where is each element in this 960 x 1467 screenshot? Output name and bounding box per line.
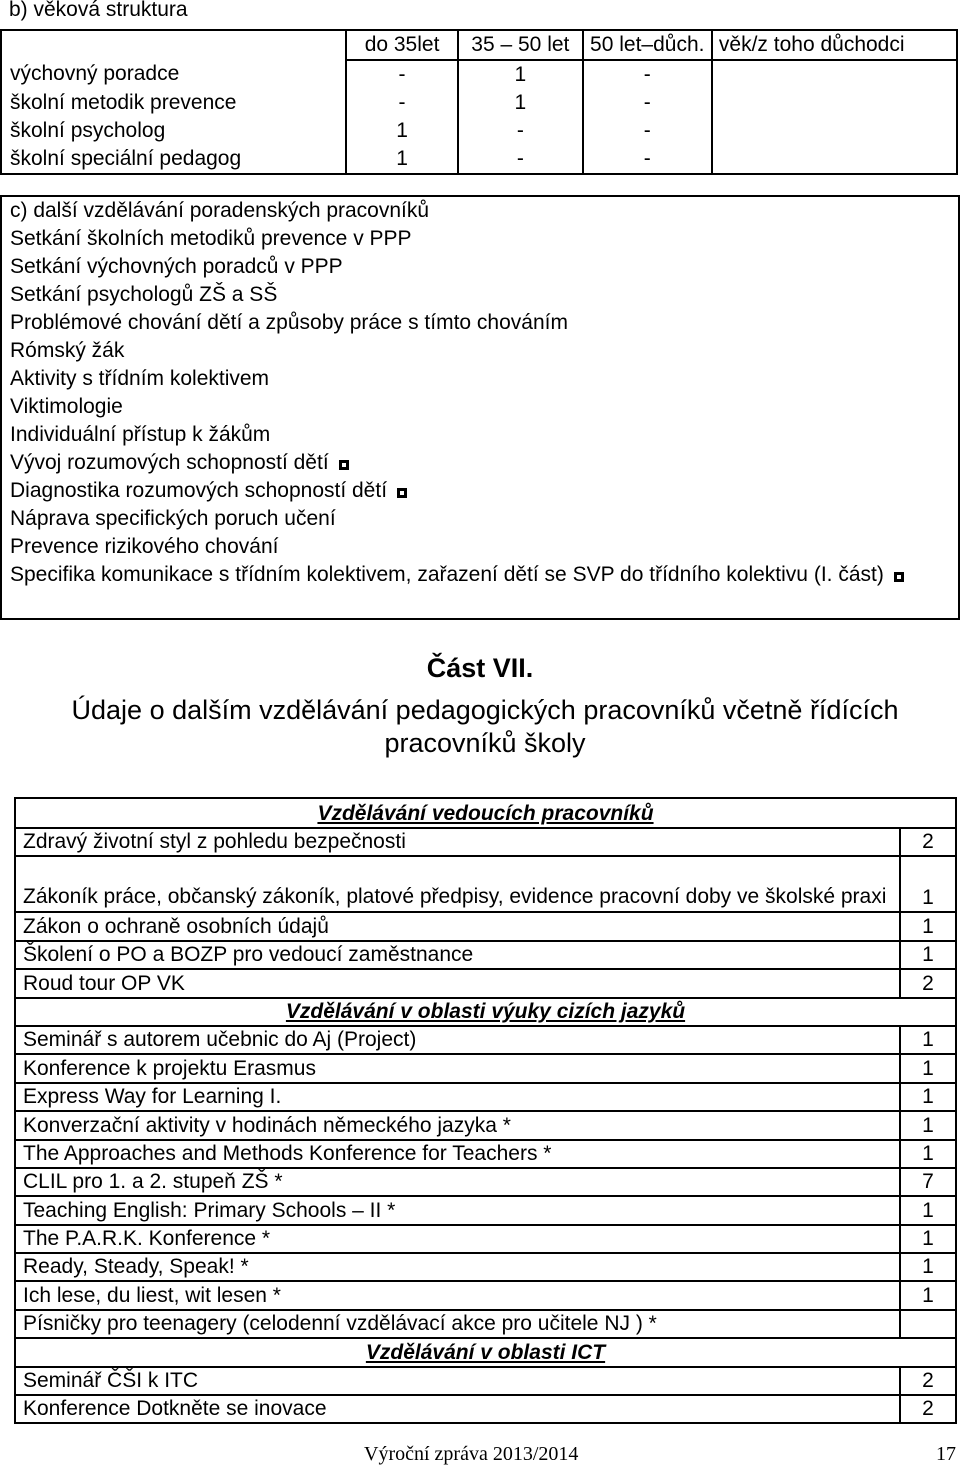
participant-count: 2	[900, 969, 956, 997]
table-row	[15, 941, 956, 969]
list-item	[10, 561, 958, 589]
participant-count: 1	[900, 856, 956, 912]
square-bullet-icon	[894, 572, 904, 582]
table-cell: -	[458, 117, 583, 145]
training-item-text: Diagnostika rozumových schopností dětí	[10, 479, 388, 502]
list-item	[10, 505, 958, 533]
list-item	[10, 337, 958, 365]
section-header-row	[15, 1338, 956, 1366]
footer-title: Výroční zpráva 2013/2014	[364, 1443, 579, 1465]
table-cell: -	[346, 60, 458, 89]
participant-count: 1	[900, 941, 956, 969]
table-cell: -	[458, 145, 583, 174]
course-name: Seminář ČŠI k ITC	[15, 1367, 900, 1395]
table-row	[15, 1083, 956, 1111]
list-item	[10, 225, 958, 253]
column-header: věk/z toho důchodci	[712, 30, 957, 60]
training-item-text: Setkání školních metodiků prevence v PPP	[10, 227, 412, 250]
table-cell	[712, 60, 957, 89]
participant-count: 2	[900, 1367, 956, 1395]
participant-count: 1	[900, 1196, 956, 1224]
course-name: Ich lese, du liest, wit lesen *	[15, 1281, 900, 1309]
course-name: The P.A.R.K. Konference *	[15, 1225, 900, 1253]
table-row	[15, 1367, 956, 1395]
table-row	[15, 1253, 956, 1281]
column-header: do 35let	[346, 30, 458, 60]
participant-count	[900, 1310, 956, 1338]
table-row	[15, 828, 956, 856]
list-item	[10, 421, 958, 449]
table-cell: 1	[458, 60, 583, 89]
course-name: Písničky pro teenagery (celodenní vzdělávací akce pro učitele NJ ) *	[15, 1310, 900, 1338]
course-name: Roud tour OP VK	[15, 969, 900, 997]
training-box	[0, 195, 960, 620]
training-item-text: Aktivity s třídním kolektivem	[10, 367, 270, 390]
course-name: Zákon o ochraně osobních údajů	[15, 912, 900, 940]
table-cell	[712, 89, 957, 117]
table-row	[15, 1111, 956, 1139]
table-cell: -	[583, 145, 712, 174]
participant-count: 2	[900, 828, 956, 856]
table-row	[15, 912, 956, 940]
list-item	[10, 393, 958, 421]
training-item-text: Specifika komunikace s třídním kolektivem, zařazení dětí se SVP do třídního kolektivu (I. část)	[10, 563, 884, 586]
table-row	[1, 145, 957, 174]
education-table	[14, 797, 957, 1424]
role-name: školní metodik prevence	[1, 89, 346, 117]
training-heading: c) další vzdělávání poradenských pracovníků	[10, 199, 430, 222]
section-header-row	[15, 798, 956, 828]
table-cell: -	[583, 60, 712, 89]
participant-count: 1	[900, 1253, 956, 1281]
table-cell: -	[346, 89, 458, 117]
course-name: Seminář s autorem učebnic do Aj (Project)	[15, 1026, 900, 1054]
part-subtitle: Údaje o dalším vzdělávání pedagogických pracovníků včetně řídících pracovníků školy	[71, 695, 899, 758]
education-table-body	[15, 798, 956, 1423]
table-row	[1, 89, 957, 117]
header-empty-cell	[1, 30, 346, 60]
course-name: Konference k projektu Erasmus	[15, 1054, 900, 1082]
participant-count: 2	[900, 1395, 956, 1423]
table-cell: -	[583, 89, 712, 117]
course-name: The Approaches and Methods Konference for Teachers *	[15, 1140, 900, 1168]
section-title: Vzdělávání vedoucích pracovníků	[15, 798, 956, 828]
table-cell	[712, 145, 957, 174]
role-name: školní psycholog	[1, 117, 346, 145]
participant-count: 1	[900, 1026, 956, 1054]
course-name: Ready, Steady, Speak! *	[15, 1253, 900, 1281]
table-cell: 1	[458, 89, 583, 117]
table-row	[15, 1225, 956, 1253]
participant-count: 1	[900, 912, 956, 940]
training-item-text: Rómský žák	[10, 339, 125, 362]
training-item-text: Individuální přístup k žákům	[10, 423, 271, 446]
participant-count: 1	[900, 1281, 956, 1309]
participant-count: 1	[900, 1111, 956, 1139]
participant-count: 1	[900, 1083, 956, 1111]
table-row	[15, 1026, 956, 1054]
course-name: Konference Dotkněte se inovace	[15, 1395, 900, 1423]
list-item	[10, 253, 958, 281]
course-name: Konverzační aktivity v hodinách německého jazyka *	[15, 1111, 900, 1139]
table-row	[1, 60, 957, 89]
training-item-text: Vývoj rozumových schopností dětí	[10, 451, 329, 474]
training-item-text: Prevence rizikového chování	[10, 535, 279, 558]
table-cell: 1	[346, 145, 458, 174]
list-item	[10, 309, 958, 337]
table-cell: 1	[346, 117, 458, 145]
table-row	[15, 1310, 956, 1338]
table-row	[15, 1281, 956, 1309]
table-row	[15, 1395, 956, 1423]
participant-count: 1	[900, 1054, 956, 1082]
participant-count: 1	[900, 1225, 956, 1253]
column-header: 50 let–důch.	[583, 30, 712, 60]
table-row	[15, 1140, 956, 1168]
role-name: školní speciální pedagog	[1, 145, 346, 174]
course-name: Zákoník práce, občanský zákoník, platové předpisy, evidence pracovní doby ve školské praxi	[15, 856, 900, 912]
table-row	[15, 856, 956, 912]
list-item	[10, 365, 958, 393]
table-row	[15, 969, 956, 997]
table-cell: -	[583, 117, 712, 145]
age-structure-table	[0, 29, 958, 175]
column-header: 35 – 50 let	[458, 30, 583, 60]
table-row	[1, 117, 957, 145]
page-number: 17	[936, 1443, 956, 1465]
list-item	[10, 533, 958, 561]
table-cell	[712, 117, 957, 145]
training-item-text: Náprava specifických poruch učení	[10, 507, 336, 530]
course-name: Zdravý životní styl z pohledu bezpečnosti	[15, 828, 900, 856]
role-name: výchovný poradce	[1, 60, 346, 89]
table-row	[15, 1196, 956, 1224]
training-item-text: Viktimologie	[10, 395, 123, 418]
course-name: Express Way for Learning I.	[15, 1083, 900, 1111]
age-structure-heading: b) věková struktura	[9, 0, 188, 21]
course-name: Teaching English: Primary Schools – II *	[15, 1196, 900, 1224]
training-item-text: Setkání psychologů ZŠ a SŠ	[10, 283, 278, 306]
participant-count: 1	[900, 1140, 956, 1168]
section-title: Vzdělávání v oblasti ICT	[15, 1338, 956, 1366]
training-item-text: Setkání výchovných poradců v PPP	[10, 255, 343, 278]
square-bullet-icon	[397, 488, 407, 498]
training-item-text: Problémové chování dětí a způsoby práce s tímto chováním	[10, 311, 568, 334]
table-row	[15, 1168, 956, 1196]
list-item	[10, 449, 958, 477]
course-name: Školení o PO a BOZP pro vedoucí zaměstnance	[15, 941, 900, 969]
training-list	[2, 197, 958, 589]
table-header-row	[1, 30, 957, 60]
section-title: Vzdělávání v oblasti výuky cizích jazyků	[15, 998, 956, 1026]
section-header-row	[15, 998, 956, 1026]
participant-count: 7	[900, 1168, 956, 1196]
list-item	[10, 281, 958, 309]
list-item	[10, 477, 958, 505]
part-title: Část VII.	[426, 653, 534, 683]
table-row	[15, 1054, 956, 1082]
course-name: CLIL pro 1. a 2. stupeň ZŠ *	[15, 1168, 900, 1196]
square-bullet-icon	[339, 460, 349, 470]
